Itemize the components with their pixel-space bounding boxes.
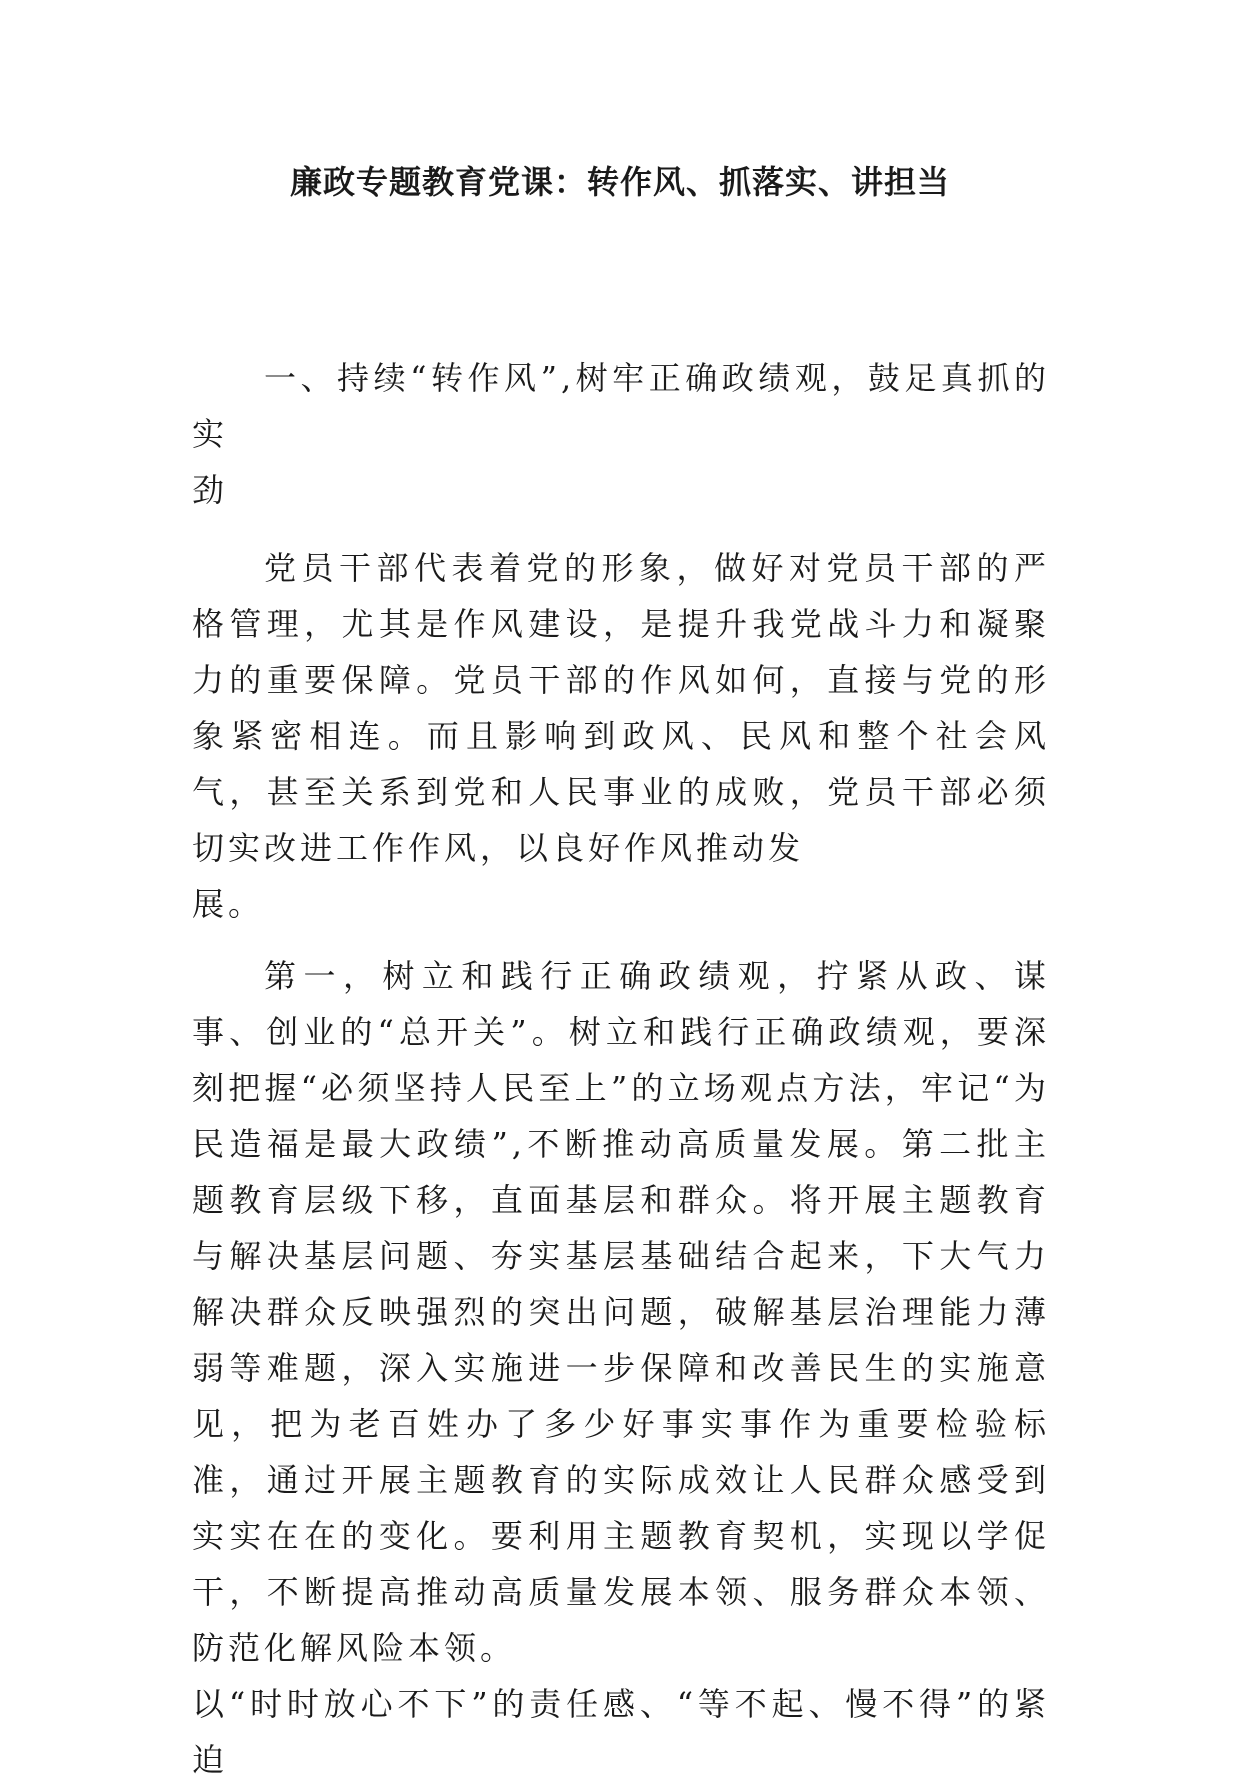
body-paragraph: 第一，树立和践行正确政绩观，拧紧从政、谋事、创业的“总开关”。树立和践行正确政绩观，要深刻把握“必须坚持人民至上”的立场观点方法，牢记“为民造福是最大政绩”,不断推动高质量发展。第二批主题教育层级下移，直面基层和群众。将开展主题教育与解决基层问题、夯实基层基础结合起来，下大气力解决群众反映强烈的突出问题，破解基层治理能力薄弱等难题，深入实施进一步保障和改善民生的实施意见，把为老百姓办了多少好事实事作为重要检验标准，通过开展主题教育的实际成效让人民群众感受到实实在在的变化。要利用主题教育契机，实现以学促干，不断提高推动高质量发展本领、服务群众本领、防范化解风险本领。 以“时时放心不下”的责任感、“等不起、慢不得”的紧迫 (192, 957, 1050, 1779)
section-heading: 一、持续“转作风”,树牢正确政绩观，鼓足真抓的实 劲 (192, 359, 1050, 509)
document-title: 廉政专题教育党课：转作风、抓落实、讲担当 (289, 163, 950, 201)
body-paragraph: 党员干部代表着党的形象，做好对党员干部的严格管理，尤其是作风建设，是提升我党战斗力和凝聚力的重要保障。党员干部的作风如何，直接与党的形象紧密相连。而且影响到政风、民风和整个社会风气，甚至关系到党和人民事业的成败，党员干部必须切实改进工作作风，以良好作风推动发 展。 (192, 549, 1050, 923)
document-body (192, 350, 1050, 1788)
